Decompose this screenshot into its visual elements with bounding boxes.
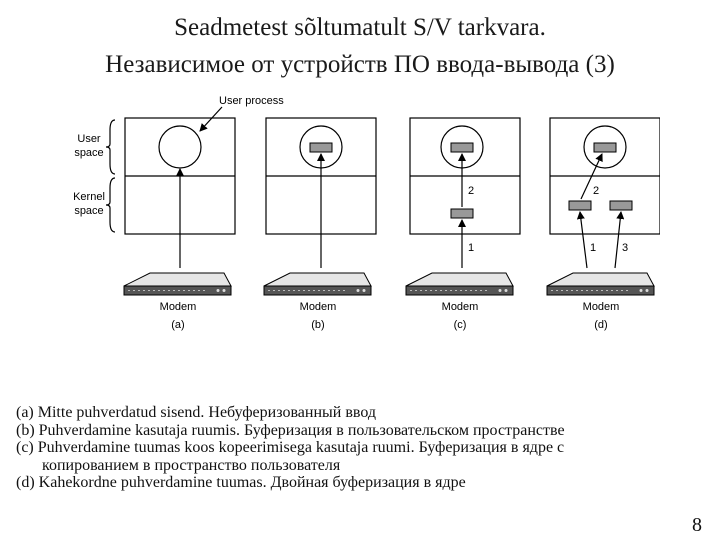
user-process-label: User process [219,95,284,107]
modem-label: Modem [582,301,620,313]
panel-tag: (c) [453,319,467,331]
device-to-buffer-1-arrow [580,212,587,268]
panel-tag: (d) [594,319,608,331]
user-process-circle [159,126,201,168]
caption-c-continued: копированием в пространство пользователя [42,456,341,474]
caption-list [16,404,712,492]
step-label-3: 3 [622,242,629,254]
kernel-space-label-line-1: Kernel [73,191,105,203]
modem-label: Modem [159,301,197,313]
modem-device [264,273,371,295]
user-buffer [451,143,473,152]
kernel-buffer [451,209,473,218]
modem-device [547,273,654,295]
user-space-label-line-1: User [77,133,101,145]
panel-tag: (a) [171,319,185,331]
user-space-label-line-2: space [74,147,104,159]
kernel-buffer-2 [610,201,632,210]
panel-d [547,118,660,331]
step-label-1: 1 [590,242,597,254]
kernel-space-label-line-2: space [74,205,104,217]
modem-label: Modem [299,301,337,313]
page-number: 8 [692,514,702,536]
caption-a: (a) Mitte puhverdatud sisend. Небуферизованный ввод [16,404,377,421]
modem-label: Modem [441,301,479,313]
panel-tag: (b) [311,319,325,331]
buffering-diagram [60,88,660,338]
device-to-buffer-2-arrow [615,212,621,268]
step-label-2: 2 [593,185,600,197]
user-process-pointer-arrow [200,107,222,131]
caption-b: (b) Puhverdamine kasutaja ruumis. Буферизация в пользовательском пространстве [16,421,565,439]
modem-device [406,273,513,295]
kernel-space-brace [106,178,115,232]
panel-c [406,118,520,331]
kernel-buffer-1 [569,201,591,210]
panel-a [124,118,235,331]
user-buffer [594,143,616,152]
step-label-1: 1 [468,242,475,254]
modem-device [124,273,231,295]
slide-title-line-1: Seadmetest sõltumatult S/V tarkvara. [174,14,546,41]
panel-b [264,118,376,331]
step-label-2: 2 [468,185,475,197]
slide-title-line-2: Независимое от устройств ПО ввода-вывода (3) [105,51,615,78]
user-buffer [310,143,332,152]
user-space-brace [106,120,115,174]
caption-d: (d) Kahekordne puhverdamine tuumas. Двойная буферизация в ядре [16,474,466,491]
caption-c: (c) Puhverdamine tuumas koos kopeerimisega kasutaja ruumi. Буферизация в ядре с [16,439,565,456]
